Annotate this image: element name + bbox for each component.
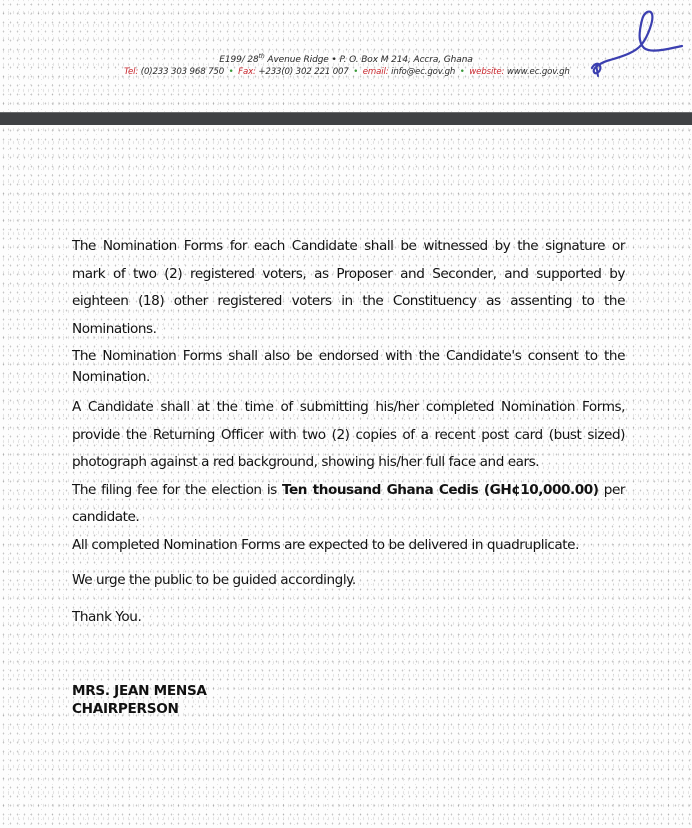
fax-label: Fax: [238,67,256,77]
notice-body [72,233,625,559]
email-label: email: [362,67,389,77]
paragraph-consent: The Nomination Forms shall also be endorsed with the Candidate's consent to the Nomination. [72,348,625,385]
handwritten-signature [584,6,688,82]
closing-thanks: Thank You. [72,609,142,625]
separator-dot: • [459,67,465,77]
paragraph-photograph: A Candidate shall at the time of submitting his/her completed Nomination Forms, provide the Returning Officer with two (2) copies of a recent post card (bust sized) photograph against a red background, showing his/her full face and ears. [72,399,625,470]
separator-dot: • [353,67,359,77]
letterhead-contacts [124,67,570,77]
separator-dot: • [228,67,234,77]
website-label: website: [469,67,505,77]
fax-value: +233(0) 302 221 007 [258,67,349,77]
letterhead [0,0,692,112]
email-value: info@ec.gov.gh [391,67,456,77]
letterhead-address: E199/ 28th Avenue Ridge • P. O. Box M 214, Accra, Ghana [219,53,473,65]
closing-urge: We urge the public to be guided accordingly. [72,572,356,588]
tel-label: Tel: [124,67,139,77]
website-value: www.ec.gov.gh [506,67,570,77]
filing-fee-amount: Ten thousand Ghana Cedis (GH¢10,000.00) [282,481,599,498]
paragraph-witness: The Nomination Forms for each Candidate shall be witnessed by the signature or mark of two (2) registered voters, as Proposer and Seconder, and supported by eighteen (18) other registered voters in the Constituency as assenting to the Nominations. [72,238,625,337]
paragraph-filing-fee: The filing fee for the election is Ten thousand Ghana Cedis (GH¢10,000.00) per candidate. [72,481,626,525]
signatory-title: CHAIRPERSON [72,701,179,717]
paragraph-quadruplicate: All completed Nomination Forms are expected to be delivered in quadruplicate. [72,536,579,553]
signatory-name: MRS. JEAN MENSA [72,683,207,699]
tel-value: (0)233 303 968 750 [140,67,225,77]
letterhead-divider-bar [0,112,692,125]
